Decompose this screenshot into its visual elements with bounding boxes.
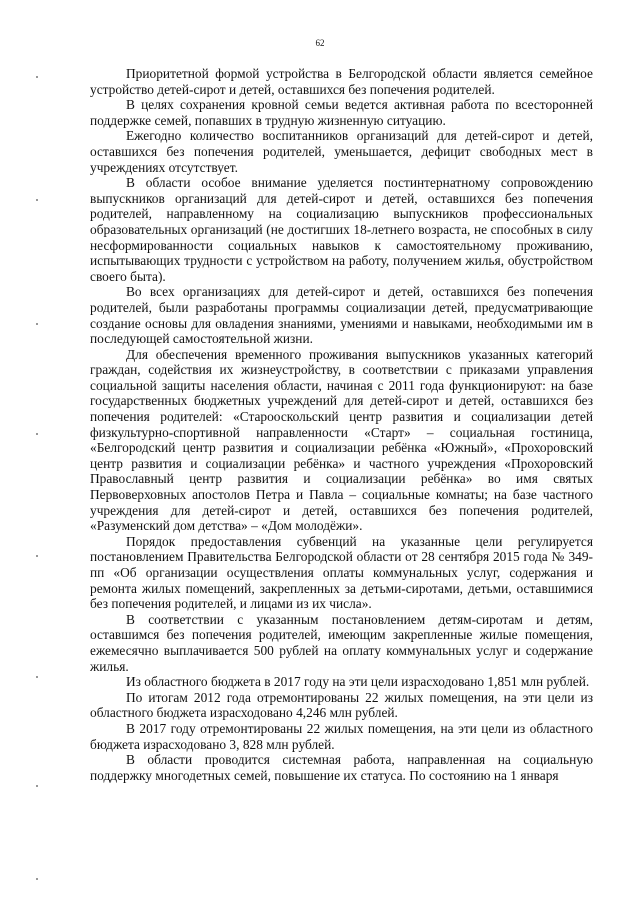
- margin-mark: [36, 676, 38, 678]
- paragraph: В целях сохранения кровной семьи ведется активная работа по всесторонней поддержке семей, попавших в трудную жизненную ситуацию.: [90, 97, 593, 128]
- margin-mark: [36, 76, 38, 78]
- paragraph: В области проводится системная работа, направленная на социальную поддержку многодетных семей, повышение их статуса. По состоянию на 1 января: [90, 752, 593, 783]
- page-number: 62: [315, 38, 325, 48]
- margin-mark: [36, 323, 38, 325]
- margin-mark: [36, 199, 38, 201]
- margin-mark: [36, 785, 38, 787]
- margin-mark: [36, 555, 38, 557]
- paragraph: Приоритетной формой устройства в Белгородской области является семейное устройство детей-сирот и детей, оставшихся без попечения родителей.: [90, 66, 593, 97]
- paragraph: Во всех организациях для детей-сирот и детей, оставшихся без попечения родителей, были разработаны программы социализации детей, предусматривающие создание основы для овладения знаниями, умениями и навыками, необходимыми им в последующей самостоятельной жизни.: [90, 284, 593, 347]
- margin-mark: [36, 878, 38, 880]
- paragraph: Для обеспечения временного проживания выпускников указанных категорий граждан, содействия их жизнеустройству, в соответствии с приказами управления социальной защиты населения области, начиная с 2011 года функционируют: на базе государственных бюджетных учреждений для детей-сирот и детей, оставшихся без попечения родителей: «Старооскольский центр развития и социализации детей физкультурно-спортивной направленности «Старт» – социальная гостиница, «Белгородский центр развития и социализации ребёнка «Южный», «Прохоровский центр развития и социализации ребёнка» и частного учреждения «Прохоровский Православный центр развития и социализации ребёнка» во имя святых Первоверховных апостолов Петра и Павла – социальные комнаты; на базе частного учреждения для детей-сирот и детей, оставшихся без попечения родителей, «Разуменский дом детства» – «Дом молодёжи».: [90, 346, 593, 534]
- paragraph: В области особое внимание уделяется постинтернатному сопровождению выпускников организаций для детей-сирот и детей, оставшихся без попечения родителей, направленному на социализацию выпускников профессиональных образовательных организаций (не достигших 18-летнего возраста, не способных в силу несформированности социальных навыков к самостоятельному проживанию, испытывающих трудности с устройством на работу, получением жилья, обустройством своего быта).: [90, 175, 593, 284]
- document-body: [90, 66, 593, 783]
- paragraph: По итогам 2012 года отремонтированы 22 жилых помещения, на эти цели из областного бюджета израсходовано 4,246 млн рублей.: [90, 689, 593, 721]
- paragraph: В соответствии с указанным постановлением детям-сиротам и детям, оставшимся без попечения родителей, имеющим закрепленные жилые помещения, ежемесячно выплачивается 500 рублей на оплату коммунальных услуг и содержание жилья.: [90, 611, 593, 674]
- paragraph: В 2017 году отремонтированы 22 жилых помещения, на эти цели из областного бюджета израсходовано 3, 828 млн рублей.: [90, 720, 593, 752]
- margin-mark: [36, 433, 38, 435]
- paragraph: Ежегодно количество воспитанников организаций для детей-сирот и детей, оставшихся без попечения родителей, уменьшается, дефицит свободных мест в учреждениях отсутствует.: [90, 128, 593, 175]
- paragraph: Из областного бюджета в 2017 году на эти цели израсходовано 1,851 млн рублей.: [126, 674, 590, 690]
- paragraph: Порядок предоставления субвенций на указанные цели регулируется постановлением Правительства Белгородской области от 28 сентября 2015 года № 349-пп «Об организации осуществления оплаты коммунальных услуг, содержания и ремонта жилых помещений, закрепленных за детьми-сиротами, детьми, оставшимися без попечения родителей, и лицами из их числа».: [90, 533, 593, 612]
